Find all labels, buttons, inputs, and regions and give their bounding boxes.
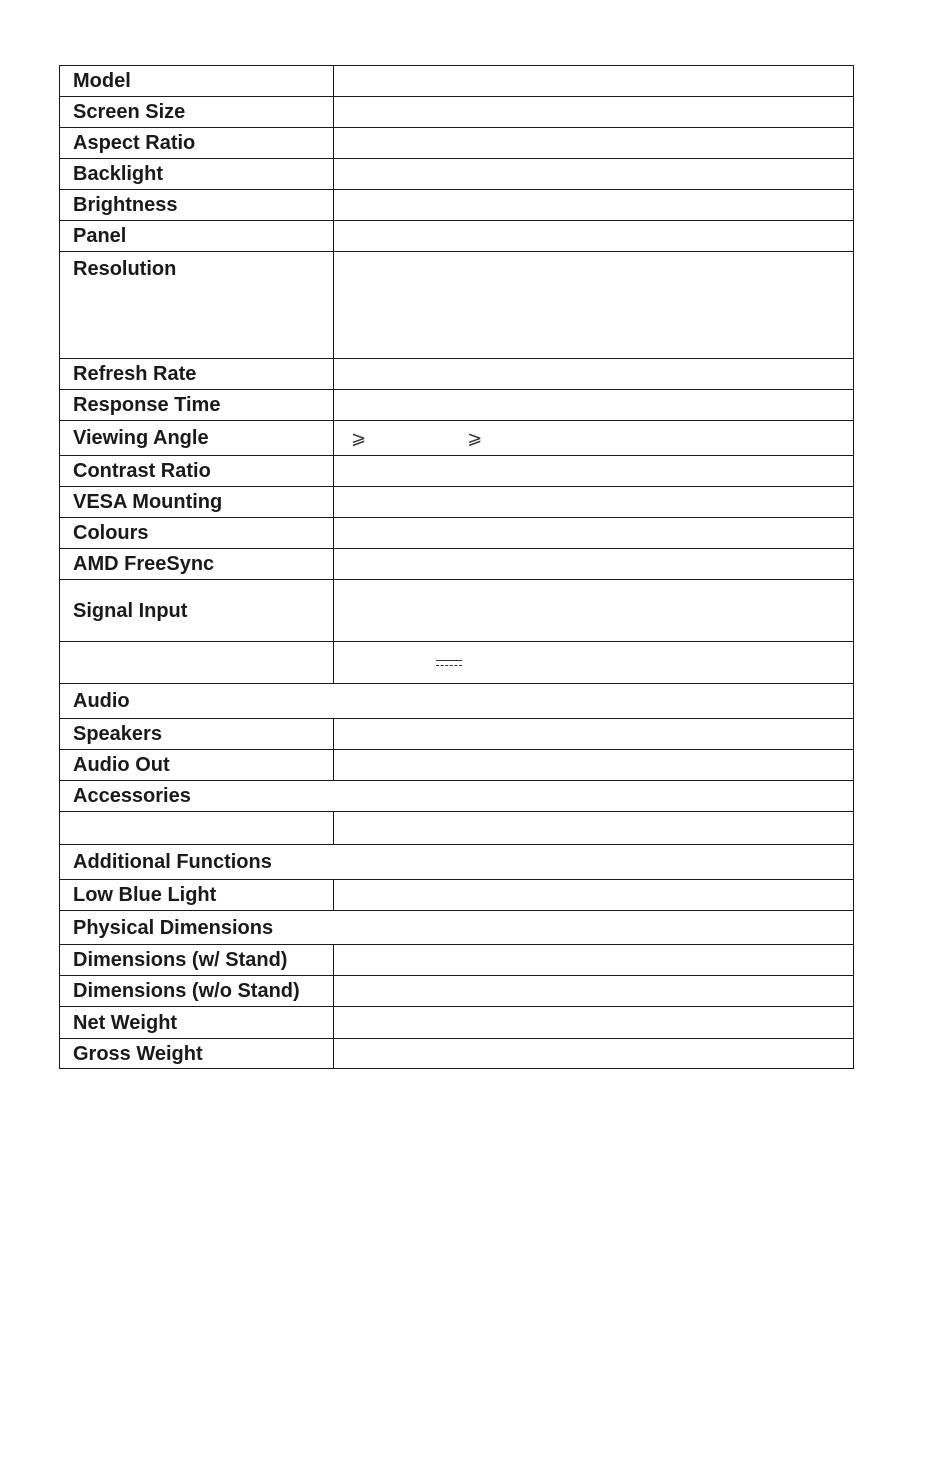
spec-row-vesa-mounting — [60, 487, 854, 518]
row-label: Net Weight — [60, 1007, 334, 1039]
row-label — [60, 812, 334, 845]
spec-row-audio-out — [60, 750, 854, 781]
row-label: Contrast Ratio — [60, 456, 334, 487]
row-value — [334, 128, 854, 159]
row-value — [334, 421, 854, 456]
row-value — [334, 719, 854, 750]
spec-row-low-blue-light — [60, 880, 854, 911]
spec-row-panel — [60, 221, 854, 252]
row-label: Model — [60, 66, 334, 97]
spec-row-aspect-ratio — [60, 128, 854, 159]
greater-equal-symbol: ⩾ — [351, 427, 367, 449]
spec-row-brightness — [60, 190, 854, 221]
spec-row-net-weight — [60, 1007, 854, 1039]
row-label: Brightness — [60, 190, 334, 221]
spec-row-signal-input — [60, 580, 854, 642]
spec-row-resolution — [60, 252, 854, 359]
spec-row-response-time — [60, 390, 854, 421]
spec-table — [59, 65, 854, 1069]
row-value — [334, 97, 854, 128]
row-label: Audio Out — [60, 750, 334, 781]
row-label: Signal Input — [60, 580, 334, 642]
row-label: Aspect Ratio — [60, 128, 334, 159]
row-value — [334, 487, 854, 518]
row-label: Response Time — [60, 390, 334, 421]
row-value — [334, 190, 854, 221]
section-header-physical-dimensions — [60, 911, 854, 945]
row-value — [334, 880, 854, 911]
spec-row-viewing-angle — [60, 421, 854, 456]
spec-row-gross-weight — [60, 1039, 854, 1069]
row-label: Resolution — [60, 252, 334, 359]
row-value — [334, 221, 854, 252]
row-value — [334, 359, 854, 390]
row-label: Dimensions (w/o Stand) — [60, 976, 334, 1007]
row-label: Dimensions (w/ Stand) — [60, 945, 334, 976]
row-label: Panel — [60, 221, 334, 252]
section-label: Physical Dimensions — [60, 911, 854, 945]
row-value — [334, 976, 854, 1007]
spec-row-backlight — [60, 159, 854, 190]
section-label: Audio — [60, 684, 854, 719]
spec-row-dimensions-without-stand — [60, 976, 854, 1007]
row-value — [334, 518, 854, 549]
row-value — [334, 642, 854, 684]
row-label: Backlight — [60, 159, 334, 190]
section-label: Accessories — [60, 781, 854, 812]
row-value — [334, 750, 854, 781]
spec-row-refresh-rate — [60, 359, 854, 390]
spec-row-colours — [60, 518, 854, 549]
row-value — [334, 159, 854, 190]
section-header-accessories — [60, 781, 854, 812]
row-label: VESA Mounting — [60, 487, 334, 518]
row-label: Colours — [60, 518, 334, 549]
row-label: Gross Weight — [60, 1039, 334, 1069]
section-header-audio — [60, 684, 854, 719]
row-value — [334, 252, 854, 359]
spec-row-dimensions-with-stand — [60, 945, 854, 976]
row-value — [334, 580, 854, 642]
row-value — [334, 390, 854, 421]
row-label: Speakers — [60, 719, 334, 750]
section-header-additional-functions — [60, 845, 854, 880]
spec-row-speakers — [60, 719, 854, 750]
row-label: AMD FreeSync — [60, 549, 334, 580]
row-value — [334, 549, 854, 580]
spec-row-screen-size — [60, 97, 854, 128]
spec-row-accessory — [60, 812, 854, 845]
section-label: Additional Functions — [60, 845, 854, 880]
row-label: Viewing Angle — [60, 421, 334, 456]
spec-row-amd-freesync — [60, 549, 854, 580]
spec-row-power — [60, 642, 854, 684]
row-label: Refresh Rate — [60, 359, 334, 390]
greater-equal-symbol: ⩾ — [467, 427, 483, 449]
row-label — [60, 642, 334, 684]
row-value — [334, 945, 854, 976]
row-value — [334, 66, 854, 97]
row-value — [334, 456, 854, 487]
spec-row-contrast-ratio — [60, 456, 854, 487]
row-value — [334, 1039, 854, 1069]
row-label: Screen Size — [60, 97, 334, 128]
spec-row-model — [60, 66, 854, 97]
dc-power-symbol-icon — [436, 660, 462, 668]
row-label: Low Blue Light — [60, 880, 334, 911]
row-value — [334, 812, 854, 845]
row-value — [334, 1007, 854, 1039]
